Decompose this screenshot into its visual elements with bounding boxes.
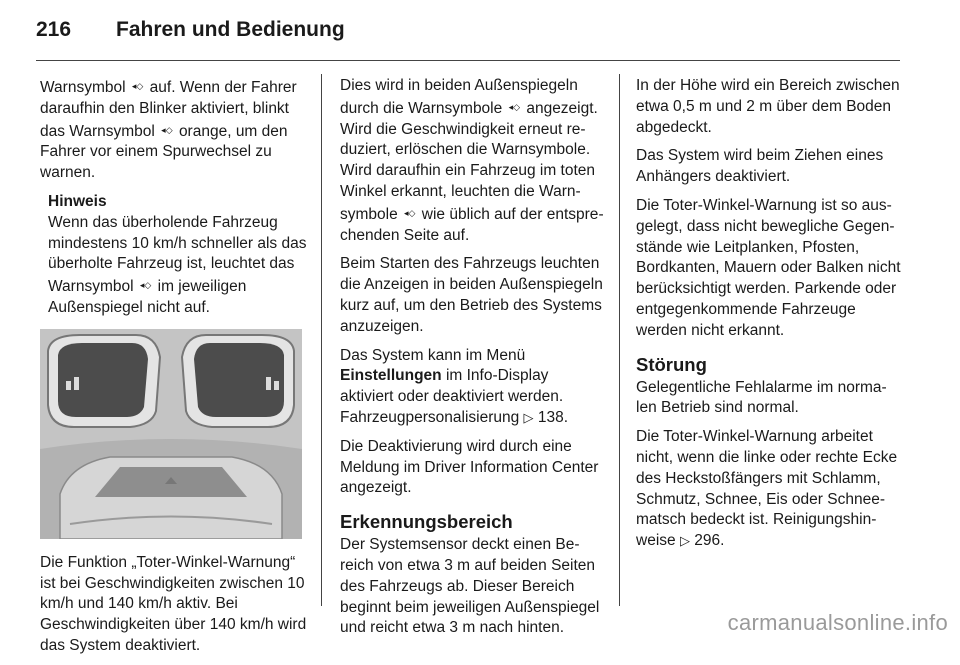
paragraph: Die Toter-Winkel-Warnung arbeitet nicht, wenn die linke oder rechte Ecke des Heckstoßfängers mit Schlamm, Schmutz, Schnee, Eis oder Schneematsch bedeckt ist. Reinigungshinweise ▷ 296.	[636, 428, 898, 550]
blind-spot-warning-icon: ◂◇	[139, 280, 152, 291]
blind-spot-warning-icon: ◂◇	[131, 81, 144, 91]
watermark: carmanualsonline.info	[727, 610, 948, 635]
page-reference[interactable]: 138.	[537, 408, 569, 426]
column-divider	[321, 74, 322, 606]
chapter-title: Fahren und Bedienung	[116, 18, 345, 41]
car-rear-mirrors-image	[40, 329, 302, 539]
note-box	[48, 192, 308, 319]
paragraph: Das System wird beim Ziehen eines Anhängers deaktiviert.	[636, 147, 884, 186]
column-left	[40, 76, 308, 665]
section-heading: Störung	[636, 353, 707, 375]
paragraph: Warnsymbol ◂◇ auf. Wenn der Fahrer daraufhin den Blinker aktiviert, blinkt das Warnsymbol ◂◇ orange, um den Fahrer vor einem Spurwechsel zu warnen.	[40, 76, 308, 184]
page-reference-arrow-icon: ▷	[679, 533, 690, 549]
column-divider	[619, 74, 620, 606]
paragraph: Die Funktion „Toter-Winkel-Warnung“ ist bei Geschwindigkeiten zwischen 10 km/h und 140 km/h aktiv. Bei Geschwindigkeiten über 140 km/h wird das System deaktiviert.	[40, 553, 307, 654]
note-text: Wenn das überholende Fahrzeug mindestens 10 km/h schneller als das überholte Fahrzeug ist, leuchtet das Warnsymbol ◂◇ im jeweiligen Außenspiegel nicht auf.	[48, 213, 307, 316]
paragraph: Dies wird in beiden Außenspiegeln durch die Warnsymbole ◂◇ angezeigt. Wird die Geschwindigkeit erneut reduziert, erlöschen die Warnsymbole. Wird daraufhin ein Fahrzeug im toten Winkel erkannt, leuchten die Warnsymbole ◂◇ wie üblich auf der entsprechenden Seite auf.	[340, 77, 604, 244]
paragraph: In der Höhe wird ein Bereich zwischen etwa 0,5 m und 2 m über dem Boden abgedeckt.	[636, 77, 900, 136]
page-number: 216	[36, 18, 72, 41]
paragraph: Beim Starten des Fahrzeugs leuchten die Anzeigen in beiden Außenspiegeln kurz auf, um den Betrieb des Systems anzuzeigen.	[340, 255, 603, 335]
page-header	[36, 18, 345, 48]
paragraph: Der Systemsensor deckt einen Bereich von etwa 3 m auf beiden Seiten des Fahrzeugs ab. Dieser Bereich beginnt beim jeweiligen Außenspiegel und reicht etwa 3 m nach hinten.	[340, 536, 600, 637]
blind-spot-warning-icon: ◂◇	[508, 101, 521, 112]
page-reference-arrow-icon: ▷	[523, 409, 534, 425]
header-rule	[36, 60, 900, 61]
paragraph: Die Deaktivierung wird durch eine Meldung im Driver Information Center angezeigt.	[340, 437, 599, 497]
column-right	[636, 76, 902, 560]
page-reference[interactable]: 296.	[694, 532, 725, 550]
column-middle	[340, 76, 604, 647]
note-title: Hinweis	[48, 192, 107, 210]
menu-name: Einstellungen	[340, 367, 442, 385]
blind-spot-warning-icon: ◂◇	[404, 207, 416, 218]
section-heading: Erkennungsbereich	[340, 511, 513, 533]
paragraph: Gelegentliche Fehlalarme im normalen Betrieb sind normal.	[636, 378, 887, 417]
mirror-illustration	[40, 329, 302, 539]
blind-spot-warning-icon: ◂◇	[161, 124, 173, 135]
paragraph: Das System kann im Menü Einstellungen im Info-Display aktiviert oder deaktiviert werden. Fahrzeugpersonalisierung ▷ 138.	[340, 346, 569, 426]
paragraph: Die Toter-Winkel-Warnung ist so ausgelegt, dass nicht bewegliche Gegenstände wie Leitplanken, Pfosten, Bordkanten, Mauern oder Balken nicht berücksichtigt werden. Parkende oder entgegenkommende Fahrzeuge werden nicht erkannt.	[636, 196, 901, 339]
